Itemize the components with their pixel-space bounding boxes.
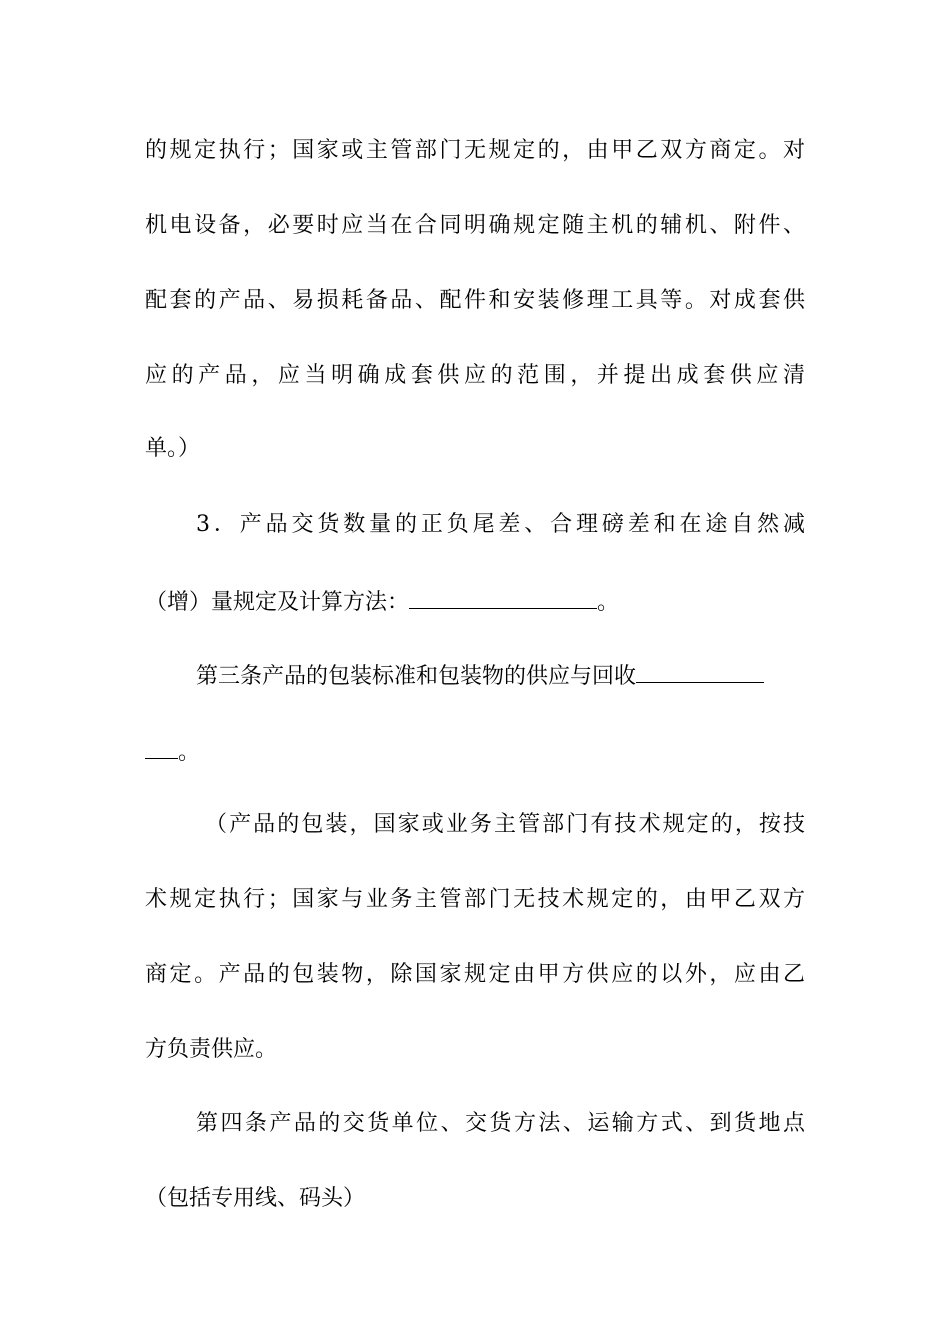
article-3-line-2 — [145, 736, 805, 768]
article-4-line-2: （包括专用线、码头） — [145, 1186, 366, 1211]
article-3-text: 第三条产品的包装标准和包装物的供应与回收 — [196, 664, 637, 689]
paragraph-line-4: 应的产品，应当明确成套供应的范围，并提出成套供应清 — [145, 363, 805, 388]
clause-3-text: （增）量规定及计算方法： — [145, 590, 410, 615]
article-3-line-1 — [196, 660, 806, 692]
fill-in-blank — [636, 660, 764, 683]
paragraph-line-1: 的规定执行；国家或主管部门无规定的，由甲乙双方商定。对 — [145, 138, 805, 163]
paragraph-line-5: 单。） — [145, 436, 201, 461]
paragraph-line-2: 机电设备，必要时应当在合同明确规定随主机的辅机、附件、 — [145, 213, 805, 238]
note-line-2: 术规定执行；国家与业务主管部门无技术规定的，由甲乙双方 — [145, 887, 805, 912]
fill-in-blank — [409, 586, 597, 609]
note-line-3: 商定。产品的包装物，除国家规定由甲方供应的以外，应由乙 — [145, 962, 805, 987]
note-line-4: 方负责供应。 — [145, 1037, 278, 1062]
clause-3-line-2 — [145, 586, 805, 618]
fill-in-blank — [145, 736, 178, 759]
article-4-line-1: 第四条产品的交货单位、交货方法、运输方式、到货地点 — [196, 1111, 805, 1136]
clause-3-line-1: 3．产品交货数量的正负尾差、合理磅差和在途自然减 — [196, 512, 805, 537]
clause-3-period: 。 — [597, 590, 620, 615]
paragraph-line-3: 配套的产品、易损耗备品、配件和安装修理工具等。对成套供 — [145, 288, 805, 313]
note-line-1: （产品的包装，国家或业务主管部门有技术规定的，按技 — [205, 812, 805, 837]
article-3-period: 。 — [178, 740, 201, 765]
